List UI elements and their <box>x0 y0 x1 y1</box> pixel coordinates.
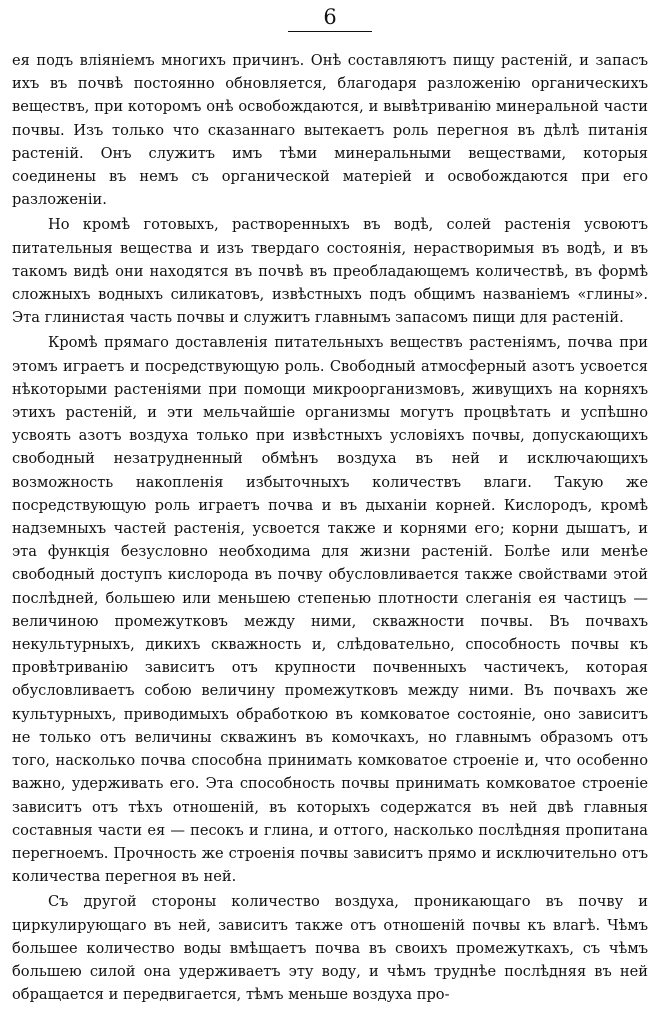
page-number-rule <box>288 31 372 32</box>
paragraph-1: ея подъ вліяніемъ многихъ причинъ. Онѣ составляютъ пищу растеній, и запасъ ихъ въ почвѣ постоянно обновляется, благодаря разложенію органическихъ веществъ, при которомъ онѣ освобождаются, и вывѣтриванію минеральной части почвы. Изъ только что сказаннаго вытекаетъ роль перегноя въ дѣлѣ питанія растеній. Онъ служитъ имъ тѣми минеральными веществами, которыя соединены въ немъ съ органической матеріей и освобождаются при его разложеніи. <box>12 52 648 209</box>
paragraph-4: Съ другой стороны количество воздуха, проникающаго въ почву и циркулирующаго въ ней, зависитъ также отъ отношеній почвы къ влагѣ. Чѣмъ большее количество воды вмѣщаетъ почва въ своихъ промежуткахъ, съ чѣмъ большею силой она удерживаетъ эту воду, и чѣмъ труднѣе послѣдняя въ ней обращается и передвигается, тѣмъ меньше воздуха про- <box>12 893 648 1004</box>
body-text <box>12 49 648 1006</box>
paragraph-3: Кромѣ прямаго доставленія питательныхъ веществъ растеніямъ, почва при этомъ играетъ и посредствующую роль. Свободный атмосферный азотъ усвоется нѣкоторыми растеніями при помощи микроорганизмовъ, живущихъ на корняхъ этихъ растеній, и эти мельчайшіе организмы могутъ процвѣтать и успѣшно усвоять азотъ воздуха только при извѣстныхъ условіяхъ почвы, допускающихъ свободный незатрудненный обмѣнъ воздуха въ ней и исключающихъ возможность накопленія избыточныхъ количествъ влаги. Такую же посредствующую роль играетъ почва и въ дыханіи корней. Кислородъ, кромѣ надземныхъ частей растенія, усвоется также и корнями его; корни дышатъ, и эта функція безусловно необходима для жизни растеній. Болѣе или менѣе свободный доступъ кислорода въ почву обусловливается также свойствами этой послѣдней, большею или меньшею степенью плотности слеганія ея частицъ — величиною промежутковъ между ними, скважности почвы. Въ почвахъ некультурныхъ, дикихъ скважность и, слѣдовательно, способность почвы къ провѣтриванію зависитъ отъ крупности почвенныхъ частичекъ, которая обусловливаетъ собою величину промежутковъ между ними. Въ почвахъ же культурныхъ, приводимыхъ обработкою въ комковатое состояніе, оно зависитъ не только отъ величины скважинъ въ комочкахъ, но главнымъ образомъ отъ того, насколько почва способна принимать комковатое строеніе и, что особенно важно, удерживать его. Эта способность почвы принимать комковатое строеніе зависитъ отъ тѣхъ отношеній, въ которыхъ содержатся въ ней двѣ главныя составныя части ея — песокъ и глина, и оттого, насколько послѣдняя пропитана перегноемъ. Прочность же строенія почвы зависитъ прямо и исключительно отъ количества перегноя въ ней. <box>12 334 648 886</box>
paragraph-2: Но кромѣ готовыхъ, растворенныхъ въ водѣ, солей растенія усвоютъ питательныя вещества и изъ твердаго состоянія, нерастворимыя въ водѣ, и въ такомъ видѣ они находятся въ почвѣ въ преобладающемъ количествѣ, въ формѣ сложныхъ водныхъ силикатовъ, извѣстныхъ подъ общимъ названіемъ «глины». Эта глинистая часть почвы и служитъ главнымъ запасомъ пищи для растеній. <box>12 216 648 327</box>
page-number: 6 <box>323 5 337 29</box>
